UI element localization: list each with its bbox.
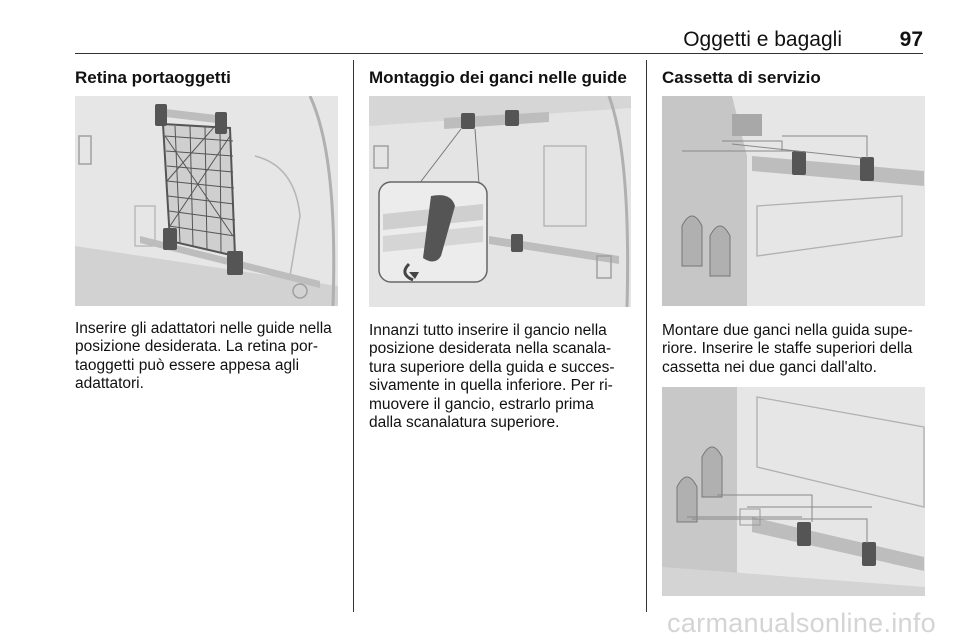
column-divider bbox=[646, 60, 647, 612]
service-box-drawing-top bbox=[662, 96, 925, 306]
storage-net-illustration bbox=[75, 96, 338, 306]
column-2-paragraph: Innanzi tutto inserire il gancio nella posizione desiderata nella scanala- tura superiore della guida e succes- sivamente in quella inferiore. Per ri- muovere il gancio, estrarlo prima dalla scanalatura superiore. bbox=[369, 322, 615, 432]
service-box-drawing-bottom bbox=[662, 387, 925, 596]
column-1-title: Retina portaoggetti bbox=[75, 68, 231, 87]
header-rule bbox=[75, 53, 923, 54]
watermark: carmanualsonline.info bbox=[667, 608, 936, 638]
column-3-paragraph: Montare due ganci nella guida supe- riore. Inserire le staffe superiori della cassetta nei due ganci dall'alto. bbox=[662, 322, 913, 376]
section-heading: Oggetti e bagagli bbox=[683, 28, 842, 51]
storage-net-drawing bbox=[75, 96, 338, 306]
service-box-illustration-top bbox=[662, 96, 925, 306]
column-divider bbox=[353, 60, 354, 612]
service-box-illustration-bottom bbox=[662, 387, 925, 596]
hook-mounting-drawing bbox=[369, 96, 631, 307]
hook-mounting-illustration bbox=[369, 96, 631, 307]
page-number: 97 bbox=[899, 28, 923, 51]
column-2-title: Montaggio dei ganci nelle guide bbox=[369, 68, 627, 87]
column-1-paragraph: Inserire gli adattatori nelle guide nella posizione desiderata. La retina por- taoggetti può essere appesa agli adattatori. bbox=[75, 320, 332, 393]
column-3-title: Cassetta di servizio bbox=[662, 68, 821, 87]
